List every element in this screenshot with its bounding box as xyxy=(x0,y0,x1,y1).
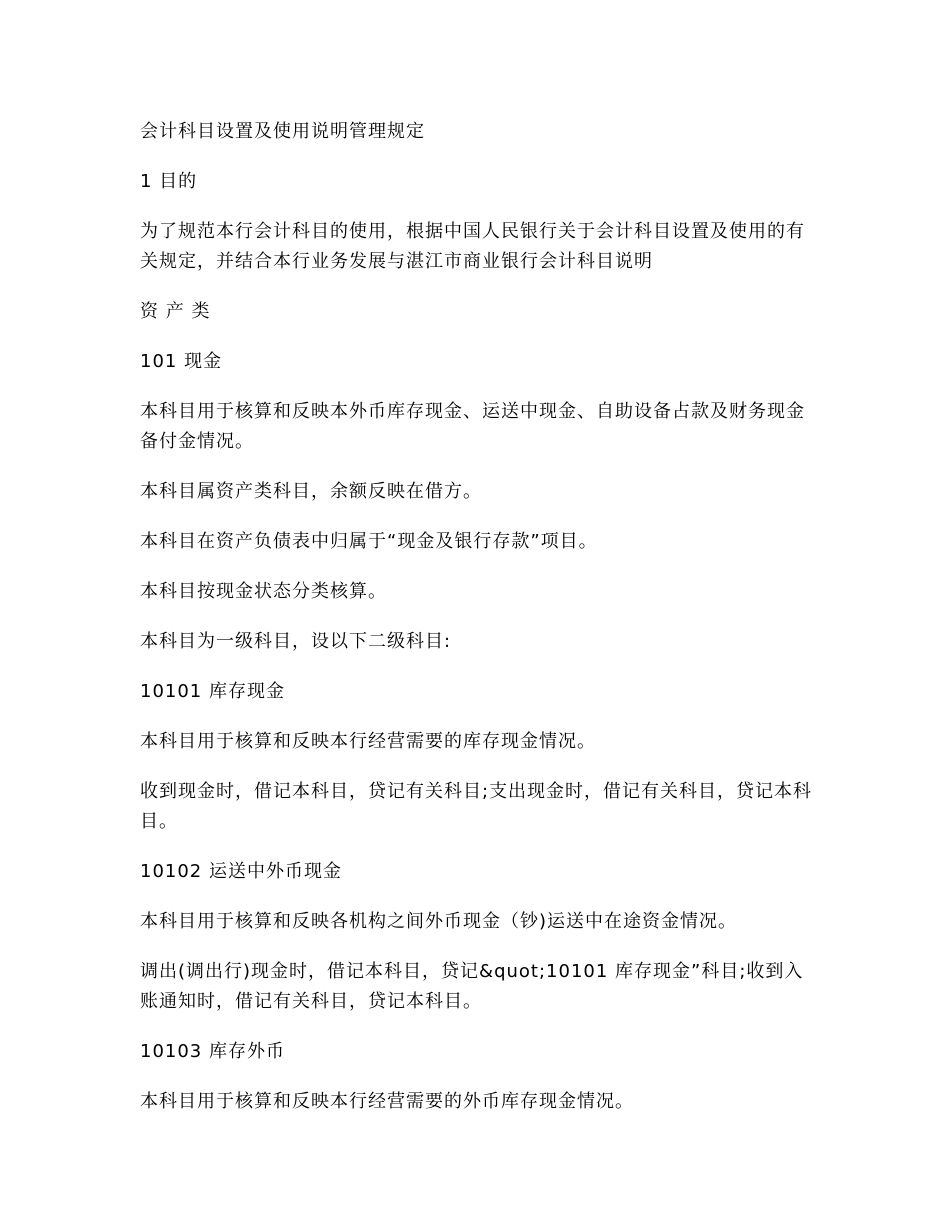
paragraph: 本科目用于核算和反映本行经营需要的库存现金情况。 xyxy=(140,731,596,752)
account-heading-10102: 10102 运送中外币现金 xyxy=(140,861,342,882)
document-body xyxy=(140,117,820,1137)
paragraph: 本科目属资产类科目，余额反映在借方。 xyxy=(140,481,482,502)
section-heading-purpose: 1 目的 xyxy=(140,171,198,192)
account-heading-10101: 10101 库存现金 xyxy=(140,681,285,702)
paragraph: 收到现金时，借记本科目，贷记有关科目;支出现金时，借记有关科目，贷记本科目。 xyxy=(140,781,813,832)
paragraph: 本科目按现金状态分类核算。 xyxy=(140,581,387,602)
paragraph: 本科目用于核算和反映本外币库存现金、运送中现金、自助设备占款及财务现金备付金情况。 xyxy=(140,401,805,452)
paragraph: 本科目用于核算和反映本行经营需要的外币库存现金情况。 xyxy=(140,1091,634,1112)
account-heading-101: 101 现金 xyxy=(140,351,223,372)
purpose-paragraph: 为了规范本行会计科目的使用，根据中国人民银行关于会计科目设置及使用的有关规定，并结合本行业务发展与湛江市商业银行会计科目说明 xyxy=(140,221,805,272)
paragraph: 本科目用于核算和反映各机构之间外币现金（钞)运送中在途资金情况。 xyxy=(140,911,738,932)
account-heading-10103: 10103 库存外币 xyxy=(140,1041,285,1062)
paragraph: 本科目在资产负债表中归属于“现金及银行存款”项目。 xyxy=(140,531,598,552)
document-title: 会计科目设置及使用说明管理规定 xyxy=(140,121,425,142)
paragraph: 调出(调出行)现金时，借记本科目，贷记&quot;10101 库存现金”科目;收到入账通知时，借记有关科目，贷记本科目。 xyxy=(140,961,804,1012)
category-heading-assets: 资 产 类 xyxy=(140,301,211,322)
paragraph: 本科目为一级科目，设以下二级科目: xyxy=(140,631,452,652)
